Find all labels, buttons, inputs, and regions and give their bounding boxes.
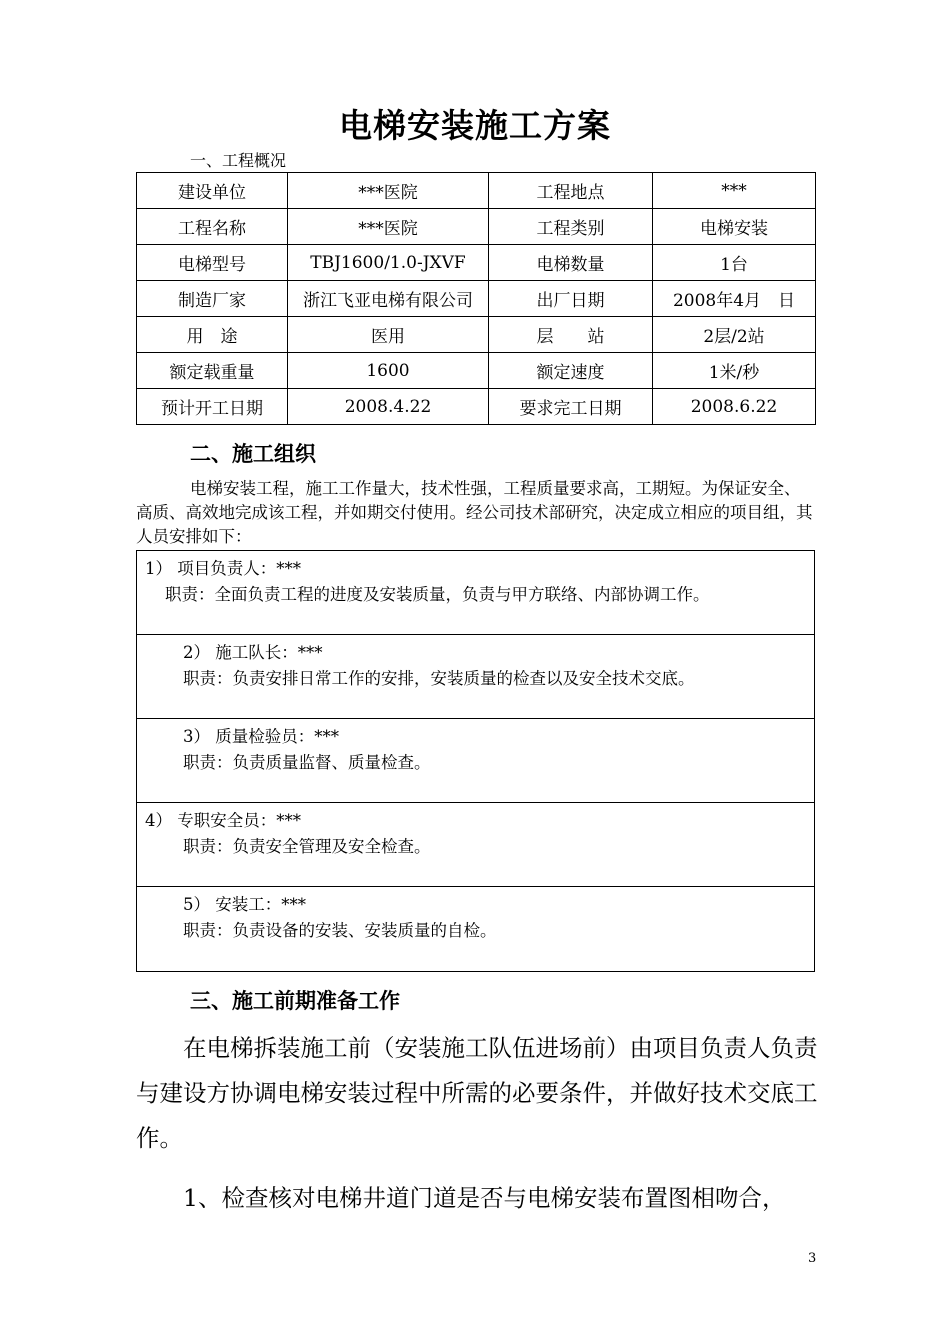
table-row: [137, 281, 816, 317]
staff-role: 3） 质量检验员：***: [183, 727, 339, 746]
staff-duty: 职责：全面负责工程的进度及安装质量，负责与甲方联络、内部协调工作。: [165, 585, 710, 604]
staff-role: 5） 安装工：***: [183, 895, 306, 914]
table-row: [137, 209, 816, 245]
table-cell: 工程类别: [489, 209, 653, 245]
staff-duty: 职责：负责质量监督、质量检查。: [183, 753, 431, 772]
staff-entry: [137, 551, 814, 635]
table-cell: 要求完工日期: [489, 389, 653, 425]
staff-duty: 职责：负责安排日常工作的安排，安装质量的检查以及安全技术交底。: [183, 669, 695, 688]
table-cell: ***医院: [288, 173, 489, 209]
staff-role: 4） 专职安全员：***: [145, 811, 301, 830]
table-cell: 预计开工日期: [137, 389, 288, 425]
staff-duty: 职责：负责设备的安装、安装质量的自检。: [183, 921, 497, 940]
page-title: 电梯安装施工方案: [339, 106, 611, 145]
table-row: [137, 173, 816, 209]
section2-heading: 二、施工组织: [190, 442, 316, 466]
table-cell: 建设单位: [137, 173, 288, 209]
table-cell: TBJ1600/1.0-JXVF: [288, 245, 489, 281]
table-cell: 医用: [288, 317, 489, 353]
table-row: [137, 245, 816, 281]
table-cell: 电梯数量: [489, 245, 653, 281]
table-cell: 工程地点: [489, 173, 653, 209]
project-info-table: [136, 172, 816, 425]
table-cell: 电梯安装: [653, 209, 816, 245]
staff-entry: [137, 635, 814, 719]
staff-entry: [137, 719, 814, 803]
section3-heading: 三、施工前期准备工作: [190, 989, 400, 1013]
table-row: [137, 353, 816, 389]
table-cell: 出厂日期: [489, 281, 653, 317]
table-cell: 工程名称: [137, 209, 288, 245]
table-cell: 1600: [288, 353, 489, 389]
table-cell: 层 站: [489, 317, 653, 353]
staff-entry: [137, 803, 814, 887]
table-cell: 电梯型号: [137, 245, 288, 281]
table-cell: 1米/秒: [653, 353, 816, 389]
staff-duty: 职责：负责安全管理及安全检查。: [183, 837, 431, 856]
section3-paragraph: 在电梯拆装施工前（安装施工队伍进场前）由项目负责人负责与建设方协调电梯安装过程中所需的必要条件，并做好技术交底工作。: [136, 1034, 818, 1152]
table-cell: 2008.6.22: [653, 389, 816, 425]
table-cell: 2008年4月 日: [653, 281, 816, 317]
table-cell: 额定载重量: [137, 353, 288, 389]
table-cell: 2008.4.22: [288, 389, 489, 425]
table-cell: 额定速度: [489, 353, 653, 389]
section3-item1: 1、检查核对电梯井道门道是否与电梯安装布置图相吻合，: [183, 1184, 786, 1212]
table-cell: 浙江飞亚电梯有限公司: [288, 281, 489, 317]
staff-role: 2） 施工队长：***: [183, 643, 323, 662]
table-row: [137, 317, 816, 353]
staff-entry: [137, 887, 814, 971]
table-cell: 2层/2站: [653, 317, 816, 353]
section2-paragraph: 电梯安装工程，施工工作量大，技术性强，工程质量要求高，工期短。为保证安全、高质、高效地完成该工程，并如期交付使用。经公司技术部研究，决定成立相应的项目组，其人员安排如下：: [136, 479, 813, 546]
table-cell: ***: [653, 173, 816, 209]
staff-box: [136, 550, 815, 972]
staff-role: 1） 项目负责人：***: [145, 559, 301, 578]
table-cell: 用 途: [137, 317, 288, 353]
table-cell: 1台: [653, 245, 816, 281]
table-cell: 制造厂家: [137, 281, 288, 317]
page-number: 3: [808, 1251, 817, 1266]
section1-heading: 一、工程概况: [190, 151, 287, 170]
table-cell: ***医院: [288, 209, 489, 245]
table-row: [137, 389, 816, 425]
